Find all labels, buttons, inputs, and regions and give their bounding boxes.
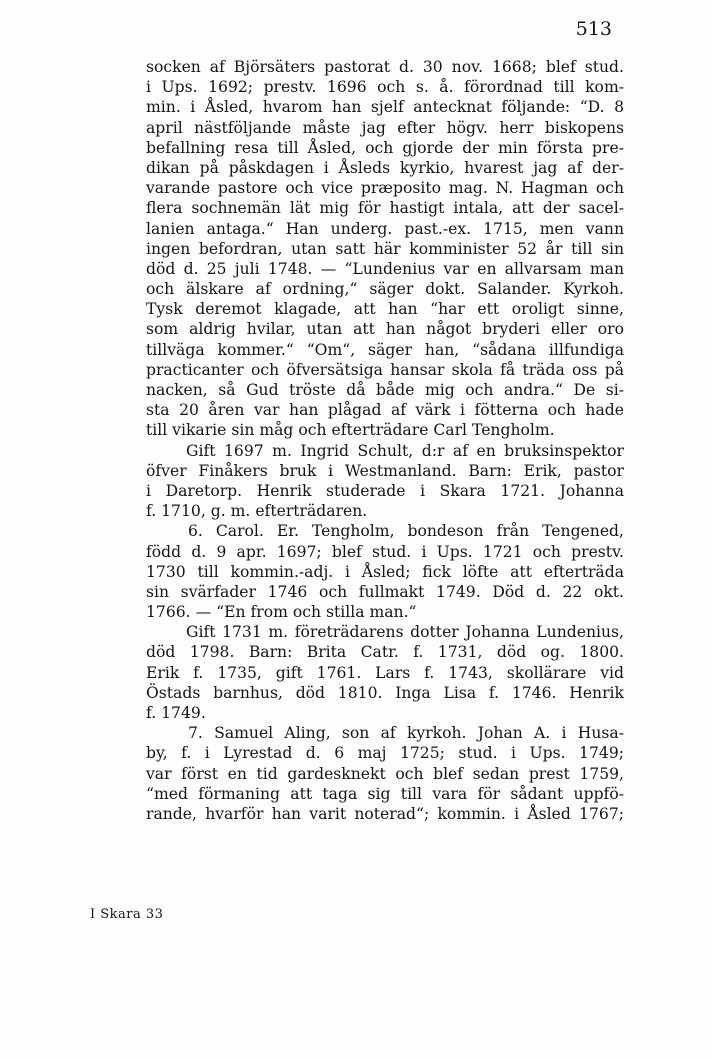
text-line: Gift 1697 m. Ingrid Schult, d:r af en bruksinspektor <box>186 441 624 460</box>
text-line: öfver Finåkers bruk i Westmanland. Barn: Erik, pastor <box>146 461 624 480</box>
text-line: Gift 1731 m. företrädarens dotter Johanna Lundenius, <box>186 623 624 642</box>
text-line: sta 20 åren var han plågad af värk i fötterna och hade <box>146 401 624 420</box>
text-line: död d. 25 juli 1748. — “Lundenius var en allvarsam man <box>146 259 624 278</box>
text-line: sin svärfader 1746 och fullmakt 1749. Död d. 22 okt. <box>146 582 624 601</box>
page-number: 513 <box>575 18 612 40</box>
text-line: 1730 till kommin.-adj. i Åsled; fick löfte att efterträda <box>146 562 624 581</box>
text-line: practicanter och öfversätsiga hansar skola få träda oss på <box>146 360 624 379</box>
text-line: i Ups. 1692; prestv. 1696 och s. å. förordnad till kom- <box>146 78 624 97</box>
text-line: varande pastore och vice præposito mag. N. Hagman och <box>146 179 624 198</box>
text-line: född d. 9 apr. 1697; blef stud. i Ups. 1721 och prestv. <box>146 542 624 561</box>
text-line: f. 1749. <box>146 704 206 722</box>
text-line: lanien antaga.“ Han underg. past.-ex. 1715, men vann <box>146 219 624 238</box>
text-line: i Daretorp. Henrik studerade i Skara 1721. Johanna <box>146 481 624 500</box>
text-line: by, f. i Lyrestad d. 6 maj 1725; stud. i Ups. 1749; <box>146 744 624 763</box>
text-line: nacken, så Gud tröste då både mig och andra.“ De si- <box>146 381 624 399</box>
text-line: rande, hvarför han varit noterad“; kommin. i Åsled 1767; <box>146 804 624 823</box>
text-line: min. i Åsled, hvarom han sjelf antecknat följande: “D. 8 <box>146 98 624 117</box>
text-line: f. 1710, g. m. efterträdaren. <box>146 502 368 521</box>
text-line: “med förmaning att taga sig till vara för sådant uppfö- <box>146 784 624 803</box>
text-line: och älskare af ordning,“ säger dokt. Salander. Kyrkoh. <box>146 280 624 299</box>
text-line: dikan på påskdagen i Åsleds kyrkio, hvarest jag af der- <box>146 158 624 177</box>
text-line: april nästföljande måste jag efter högv. herr biskopens <box>146 118 624 137</box>
text-line: Erik f. 1735, gift 1761. Lars f. 1743, skollärare vid <box>146 663 624 682</box>
paragraph-entry-6 <box>146 521 624 622</box>
text-line: tillväga kommer.“ “Om“, säger han, “sådana illfundiga <box>146 340 624 359</box>
text-line: död 1798. Barn: Brita Catr. f. 1731, död og. 1800. <box>146 643 624 662</box>
text-line: flera sochnemän lät mig för hastigt intala, att der sacel- <box>146 199 624 218</box>
text-line: 6. Carol. Er. Tengholm, bondeson från Tengened, <box>188 522 624 541</box>
text-line: Östads barnhus, död 1810. Inga Lisa f. 1746. Henrik <box>146 683 624 702</box>
text-line: 7. Samuel Aling, son af kyrkoh. Johan A. i Husa- <box>188 724 624 743</box>
printer-signature: I Skara 33 <box>90 907 164 922</box>
paragraph-entry-7 <box>146 723 624 824</box>
text-line: socken af Björsäters pastorat d. 30 nov. 1668; blef stud. <box>146 58 624 76</box>
text-line: 1766. — “En from och stilla man.“ <box>146 603 417 622</box>
paragraph-gift-1731 <box>146 622 624 723</box>
text-line: var först en tid gardesknekt och blef sedan prest 1759, <box>146 764 624 783</box>
text-line: som aldrig hvilar, utan att han något bryderi eller oro <box>146 320 624 339</box>
paragraph-gift-1697 <box>146 441 624 522</box>
paragraph-continuation <box>146 57 624 441</box>
text-line: till vikarie sin måg och efterträdare Carl Tengholm. <box>146 421 555 440</box>
body-text <box>146 57 624 824</box>
text-line: befallning resa till Åsled, och gjorde der min första pre- <box>146 138 624 157</box>
text-line: ingen befordran, utan satt här komminister 52 år till sin <box>146 239 624 258</box>
text-line: Tysk deremot klagade, att han “har ett oroligt sinne, <box>146 300 624 319</box>
